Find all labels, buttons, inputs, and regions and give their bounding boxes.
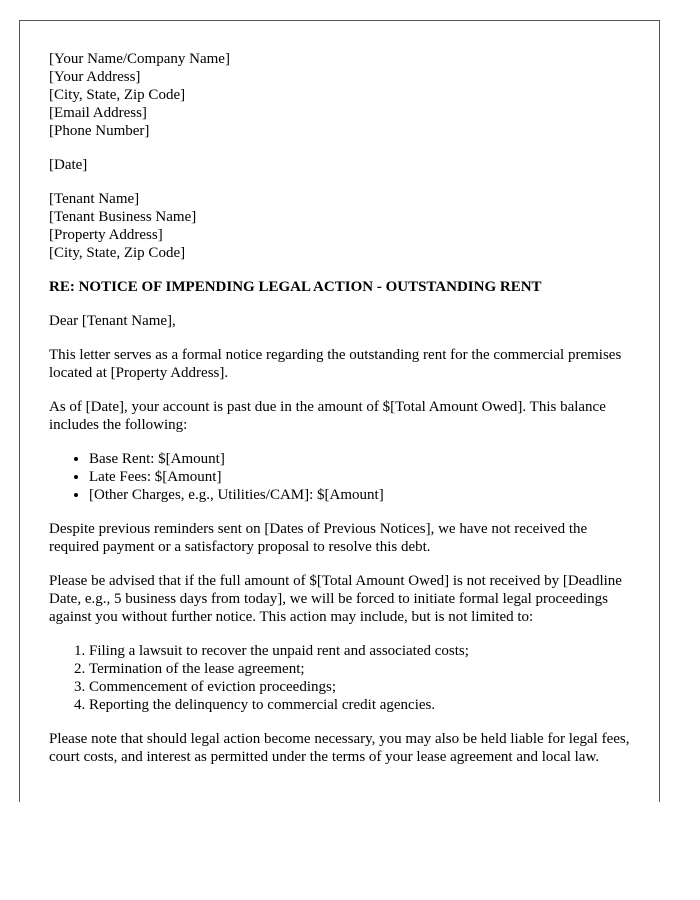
actions-list	[49, 642, 639, 714]
date-block	[49, 156, 639, 174]
sender-city-state-zip: [City, State, Zip Code]	[49, 87, 186, 103]
sender-address: [Your Address]	[49, 69, 141, 85]
paragraph-intro: This letter serves as a formal notice regarding the outstanding rent for the commercial premises located at [Property Address].	[49, 347, 622, 381]
paragraph-reminders: Despite previous reminders sent on [Dates of Previous Notices], we have not received the required payment or a satisfactory proposal to resolve this debt.	[49, 521, 588, 555]
list-item: 3. Commencement of eviction proceedings;	[89, 678, 639, 696]
sender-email: [Email Address]	[49, 105, 147, 121]
paragraph-balance: As of [Date], your account is past due in the amount of $[Total Amount Owed]. This balance includes the following:	[49, 399, 606, 433]
letter-body	[49, 50, 639, 782]
recipient-business-name: [Tenant Business Name]	[49, 209, 197, 225]
list-item: • [Other Charges, e.g., Utilities/CAM]: $[Amount]	[89, 486, 639, 504]
letter-page	[19, 20, 660, 802]
letter-date: [Date]	[49, 157, 88, 173]
sender-block	[49, 50, 639, 140]
sender-name: [Your Name/Company Name]	[49, 51, 230, 67]
paragraph-deadline: Please be advised that if the full amount of $[Total Amount Owed] is not received by [Deadline Date, e.g., 5 business days from today], we will be forced to initiate formal legal proceedings against you without further notice. This action may include, but is not limited to:	[49, 573, 622, 625]
list-item: 4. Reporting the delinquency to commercial credit agencies.	[89, 696, 639, 714]
paragraph-liability: Please note that should legal action become necessary, you may also be held liable for legal fees, court costs, and interest as permitted under the terms of your lease agreement and local law.	[49, 731, 630, 765]
recipient-city-state-zip: [City, State, Zip Code]	[49, 245, 186, 261]
recipient-block	[49, 190, 639, 262]
list-item: • Late Fees: $[Amount]	[89, 468, 639, 486]
recipient-name: [Tenant Name]	[49, 191, 140, 207]
charges-list	[49, 450, 639, 504]
sender-phone: [Phone Number]	[49, 123, 150, 139]
list-item: 2. Termination of the lease agreement;	[89, 660, 639, 678]
salutation: Dear [Tenant Name],	[49, 313, 176, 329]
subject-line: RE: NOTICE OF IMPENDING LEGAL ACTION - OUTSTANDING RENT	[49, 279, 542, 295]
list-item: • Base Rent: $[Amount]	[89, 450, 639, 468]
list-item: 1. Filing a lawsuit to recover the unpaid rent and associated costs;	[89, 642, 639, 660]
recipient-property-address: [Property Address]	[49, 227, 163, 243]
